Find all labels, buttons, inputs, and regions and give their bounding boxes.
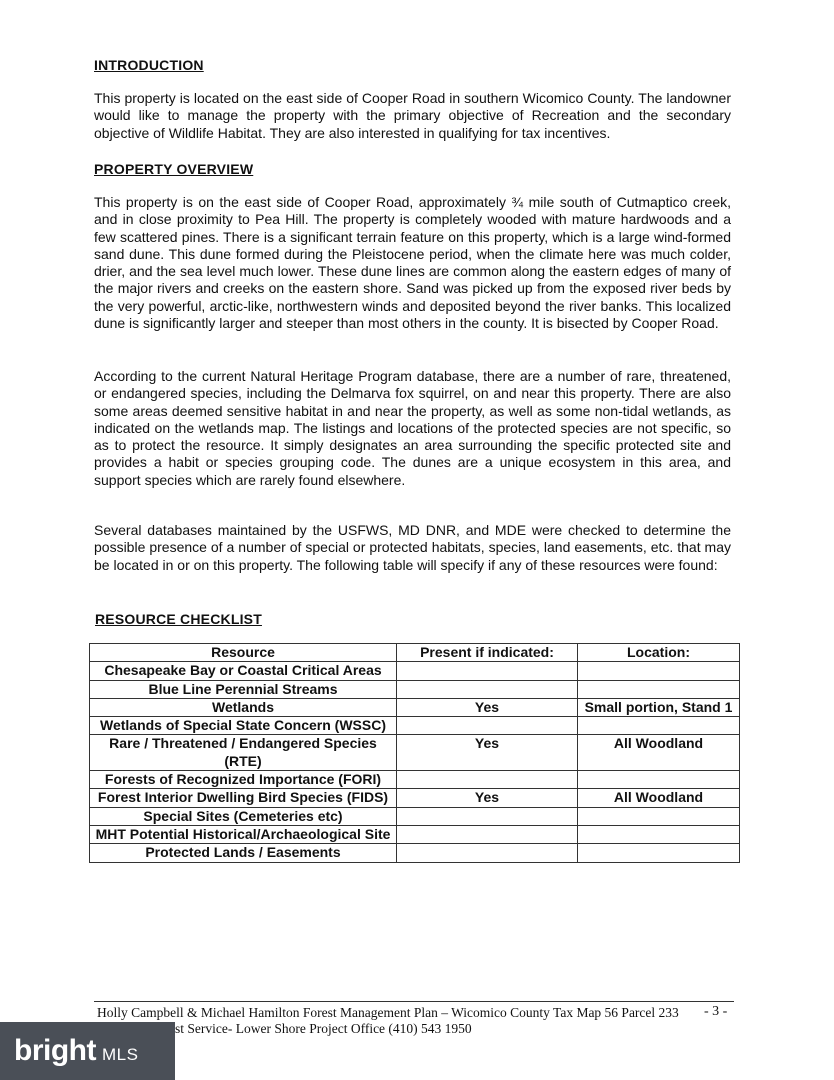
table-row xyxy=(90,844,740,862)
resource-checklist-table xyxy=(89,643,740,863)
resource-cell: Rare / Threatened / Endangered Species (RTE) xyxy=(90,735,397,771)
logo-brand-text: bright xyxy=(14,1034,96,1067)
resource-checklist-heading: RESOURCE CHECKLIST xyxy=(95,611,262,627)
resource-cell: MHT Potential Historical/Archaeological Site xyxy=(90,825,397,843)
location-cell: All Woodland xyxy=(578,789,740,807)
footer-plan-title: Holly Campbell & Michael Hamilton Forest Management Plan – Wicomico County Tax Map 56 Parcel 233 xyxy=(97,1005,679,1020)
present-cell: Yes xyxy=(397,735,578,771)
location-cell xyxy=(578,844,740,862)
present-cell xyxy=(397,680,578,698)
resource-cell: Special Sites (Cemeteries etc) xyxy=(90,807,397,825)
resource-cell: Wetlands xyxy=(90,698,397,716)
present-cell xyxy=(397,825,578,843)
resource-cell: Forests of Recognized Importance (FORI) xyxy=(90,771,397,789)
present-cell xyxy=(397,807,578,825)
overview-paragraph-1: This property is on the east side of Cooper Road, approximately ¾ mile south of Cutmaptico creek, and in close proximity to Pea Hill. The property is completely wooded with mature hardwoods and a few scattered pines. There is a significant terrain feature on this property, which is a large wind-formed sand dune. This dune formed during the Pleistocene period, when the climate here was much colder, drier, and the sea level much lower. These dune lines are common along the eastern edges of many of the major rivers and creeks on the eastern shore. Sand was picked up from the exposed river beds by the very powerful, arctic-like, northwestern winds and deposited beyond the river banks. This localized dune is significantly larger and steeper than most others in the county. It is bisected by Cooper Road. xyxy=(94,194,731,332)
present-cell: Yes xyxy=(397,789,578,807)
column-header-present: Present if indicated: xyxy=(397,644,578,662)
location-cell: All Woodland xyxy=(578,735,740,771)
location-cell: Small portion, Stand 1 xyxy=(578,698,740,716)
present-cell xyxy=(397,662,578,680)
resource-cell: Chesapeake Bay or Coastal Critical Areas xyxy=(90,662,397,680)
table-row xyxy=(90,735,740,771)
present-cell xyxy=(397,771,578,789)
present-cell xyxy=(397,717,578,735)
footer-office-line: st Service- Lower Shore Project Office (410) 543 1950 xyxy=(175,1021,472,1036)
table-row xyxy=(90,771,740,789)
logo-mls-text: MLS xyxy=(101,1045,139,1064)
location-cell xyxy=(578,680,740,698)
location-cell xyxy=(578,771,740,789)
introduction-paragraph: This property is located on the east side of Cooper Road in southern Wicomico County. The landowner would like to manage the property with the primary objective of Recreation and the secondary objective of Wildlife Habitat. They are also interested in qualifying for tax incentives. xyxy=(94,90,731,141)
table-row xyxy=(90,698,740,716)
bright-mls-logo xyxy=(0,1022,175,1080)
table-header-row xyxy=(90,644,740,662)
overview-paragraph-3: Several databases maintained by the USFWS, MD DNR, and MDE were checked to determine the possible presence of a number of special or protected habitats, species, land easements, etc. that may be located in or on this property. The following table will specify if any of these resources were found: xyxy=(94,522,731,573)
column-header-location: Location: xyxy=(578,644,740,662)
introduction-heading: INTRODUCTION xyxy=(94,57,204,73)
overview-paragraph-2: According to the current Natural Heritage Program database, there are a number of rare, threatened, or endangered species, including the Delmarva fox squirrel, on and near this property. There are also some areas deemed sensitive habitat in and near the property, as well as some non-tidal wetlands, as indicated on the wetlands map. The listings and locations of the protected species are not specific, so as to protect the resource. It simply designates an area surrounding the specific protected site and provides a habit or species grouping code. The dunes are a unique ecosystem in this area, and support species which are rarely found elsewhere. xyxy=(94,368,731,488)
present-cell xyxy=(397,844,578,862)
column-header-resource: Resource xyxy=(90,644,397,662)
location-cell xyxy=(578,825,740,843)
page-number: - 3 - xyxy=(704,1004,728,1019)
table-row xyxy=(90,825,740,843)
table-row xyxy=(90,807,740,825)
table-row xyxy=(90,717,740,735)
property-overview-heading: PROPERTY OVERVIEW xyxy=(94,161,254,177)
table-row xyxy=(90,789,740,807)
location-cell xyxy=(578,807,740,825)
resource-cell: Blue Line Perennial Streams xyxy=(90,680,397,698)
present-cell: Yes xyxy=(397,698,578,716)
table-row xyxy=(90,662,740,680)
table-row xyxy=(90,680,740,698)
resource-cell: Wetlands of Special State Concern (WSSC) xyxy=(90,717,397,735)
footer-divider xyxy=(94,1001,734,1002)
location-cell xyxy=(578,717,740,735)
resource-cell: Protected Lands / Easements xyxy=(90,844,397,862)
location-cell xyxy=(578,662,740,680)
resource-cell: Forest Interior Dwelling Bird Species (FIDS) xyxy=(90,789,397,807)
